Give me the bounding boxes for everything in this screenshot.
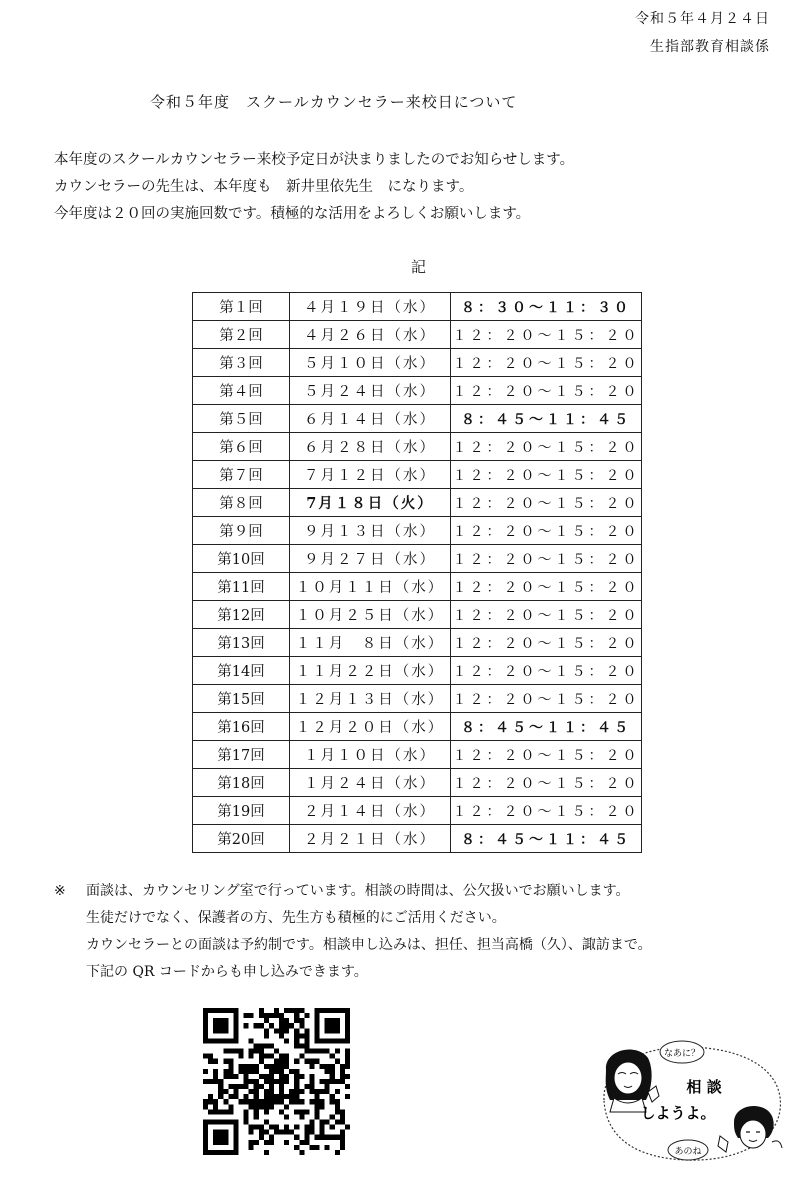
schedule-row (193, 405, 642, 433)
schedule-session-number: 第９回 (193, 517, 290, 545)
schedule-time: １２：２０～１５：２０ (451, 573, 642, 601)
schedule-time: １２：２０～１５：２０ (451, 769, 642, 797)
schedule-time: ８：４５～１１：４５ (451, 713, 642, 741)
schedule-time: １２：２０～１５：２０ (451, 349, 642, 377)
schedule-time: １２：２０～１５：２０ (451, 377, 642, 405)
schedule-session-number: 第６回 (193, 433, 290, 461)
schedule-row (193, 349, 642, 377)
schedule-row (193, 741, 642, 769)
note-mark: ※ (54, 883, 66, 899)
schedule-session-number: 第18回 (193, 769, 290, 797)
schedule-date: １１月２２日（水） (290, 657, 451, 685)
schedule-row (193, 769, 642, 797)
schedule-session-number: 第20回 (193, 825, 290, 853)
schedule-time: １２：２０～１５：２０ (451, 461, 642, 489)
schedule-time: １２：２０～１５：２０ (451, 741, 642, 769)
schedule-time: ８：４５～１１：４５ (451, 825, 642, 853)
schedule-session-number: 第13回 (193, 629, 290, 657)
schedule-date: ５月１０日（水） (290, 349, 451, 377)
intro-text (54, 147, 574, 228)
schedule-date: ２月２１日（水） (290, 825, 451, 853)
document-title: 令和５年度 スクールカウンセラー来校日について (150, 93, 518, 111)
schedule-session-number: 第17回 (193, 741, 290, 769)
note-line-4: 下記の QR コードからも申し込みできます。 (86, 964, 368, 980)
schedule-row (193, 293, 642, 321)
schedule-time: １２：２０～１５：２０ (451, 321, 642, 349)
schedule-row (193, 797, 642, 825)
schedule-date: １月２４日（水） (290, 769, 451, 797)
schedule-body (193, 293, 642, 853)
intro-line-1: 本年度のスクールカウンセラー来校予定日が決まりましたのでお知らせします。 (54, 152, 575, 168)
note-line-2: 生徒だけでなく、保護者の方、先生方も積極的にご活用ください。 (86, 910, 506, 926)
schedule-time: １２：２０～１５：２０ (451, 545, 642, 573)
schedule-session-number: 第４回 (193, 377, 290, 405)
schedule-date: ７月１２日（水） (290, 461, 451, 489)
schedule-row (193, 685, 642, 713)
schedule-time: ８：４５～１１：４５ (451, 405, 642, 433)
schedule-session-number: 第15回 (193, 685, 290, 713)
note-row-1 (54, 878, 652, 905)
header-department: 生指部教育相談係 (650, 39, 770, 55)
intro-line-3: 今年度は２０回の実施回数です。積極的な活用をよろしくお願いします。 (54, 206, 531, 222)
bubble-text-2: あのね (674, 1147, 702, 1157)
schedule-row (193, 461, 642, 489)
schedule-date: ２月１４日（水） (290, 797, 451, 825)
schedule-session-number: 第１回 (193, 293, 290, 321)
schedule-date: ４月２６日（水） (290, 321, 451, 349)
schedule-date: ６月１４日（水） (290, 405, 451, 433)
schedule-row (193, 321, 642, 349)
illustration-main-line-2: しようよ。 (640, 1104, 716, 1122)
note-line-3: カウンセラーとの面談は予約制です。相談申し込みは、担任、担当高橋（久）、諏訪まで。 (86, 937, 652, 953)
schedule-time: １２：２０～１５：２０ (451, 433, 642, 461)
illustration-main-line-1: 相 談 (686, 1078, 722, 1096)
schedule-row (193, 713, 642, 741)
schedule-date: ９月２７日（水） (290, 545, 451, 573)
schedule-row (193, 573, 642, 601)
schedule-time: ８：３０～１１：３０ (451, 293, 642, 321)
schedule-date: ９月１３日（水） (290, 517, 451, 545)
schedule-session-number: 第５回 (193, 405, 290, 433)
schedule-session-number: 第19回 (193, 797, 290, 825)
notes (54, 878, 652, 986)
schedule-date: １０月１１日（水） (290, 573, 451, 601)
schedule-session-number: 第８回 (193, 489, 290, 517)
schedule-time: １２：２０～１５：２０ (451, 657, 642, 685)
schedule-session-number: 第10回 (193, 545, 290, 573)
schedule-time: １２：２０～１５：２０ (451, 601, 642, 629)
schedule-row (193, 825, 642, 853)
qr-code[interactable] (203, 1008, 350, 1155)
schedule-date: １月１０日（水） (290, 741, 451, 769)
boy-figure-icon (718, 1106, 782, 1152)
schedule-date: ６月２８日（水） (290, 433, 451, 461)
schedule-row (193, 517, 642, 545)
schedule-row (193, 545, 642, 573)
girl-figure-icon (606, 1049, 659, 1112)
schedule-row (193, 489, 642, 517)
schedule-time: １２：２０～１５：２０ (451, 629, 642, 657)
schedule-session-number: 第11回 (193, 573, 290, 601)
header-date: 令和５年４月２４日 (635, 11, 770, 27)
schedule-date: １２月１３日（水） (290, 685, 451, 713)
schedule-session-number: 第２回 (193, 321, 290, 349)
consultation-illustration (596, 1030, 786, 1170)
schedule-date: １１月 ８日（水） (290, 629, 451, 657)
ki-heading: 記 (411, 258, 427, 276)
schedule-session-number: 第14回 (193, 657, 290, 685)
schedule-time: １２：２０～１５：２０ (451, 517, 642, 545)
schedule-date: ４月１９日（水） (290, 293, 451, 321)
intro-line-2: カウンセラーの先生は、本年度も 新井里依先生 になります。 (54, 179, 474, 195)
schedule-date: １０月２５日（水） (290, 601, 451, 629)
schedule-row (193, 377, 642, 405)
schedule-row (193, 433, 642, 461)
schedule-time: １２：２０～１５：２０ (451, 489, 642, 517)
schedule-row (193, 601, 642, 629)
note-row-3 (54, 932, 652, 959)
schedule-session-number: 第16回 (193, 713, 290, 741)
schedule-time: １２：２０～１５：２０ (451, 685, 642, 713)
schedule-session-number: 第12回 (193, 601, 290, 629)
schedule-time: １２：２０～１５：２０ (451, 797, 642, 825)
schedule-date: ５月２４日（水） (290, 377, 451, 405)
note-row-4 (54, 959, 652, 986)
bubble-text-1: なあに？ (663, 1049, 701, 1059)
note-row-2 (54, 905, 652, 932)
schedule-row (193, 657, 642, 685)
schedule-row (193, 629, 642, 657)
schedule-date: １２月２０日（水） (290, 713, 451, 741)
schedule-date: 7月１８日（火） (290, 489, 451, 517)
schedule-table (192, 292, 642, 853)
schedule-session-number: 第７回 (193, 461, 290, 489)
schedule-session-number: 第３回 (193, 349, 290, 377)
note-line-1: 面談は、カウンセリング室で行っています。相談の時間は、公欠扱いでお願いします。 (86, 883, 630, 899)
